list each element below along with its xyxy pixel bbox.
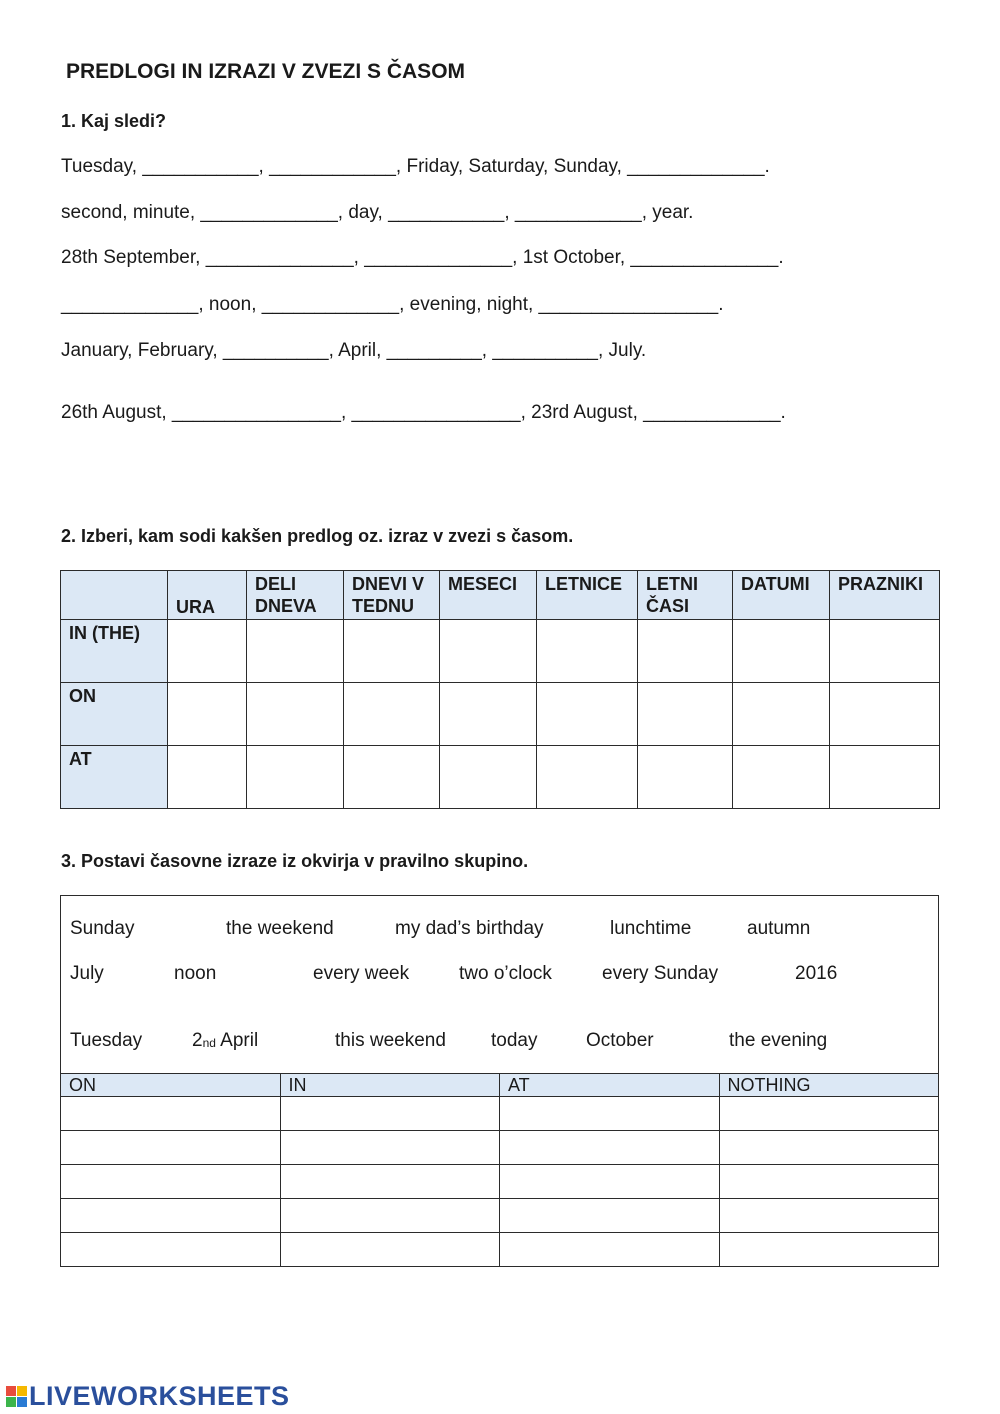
logo-text: LIVEWORKSHEETS [29,1380,290,1411]
sequence-line-5: January, February, __________, April, _________, __________, July. [61,340,647,361]
word-item[interactable]: noon [174,963,217,984]
answer-cell[interactable] [537,683,638,746]
answer-cell[interactable] [344,620,440,683]
word-item[interactable]: July [70,963,104,984]
answer-cell[interactable] [638,620,733,683]
word-item[interactable]: October [586,1030,654,1051]
logo-squares-icon [6,1386,27,1407]
group-header: IN [280,1074,500,1097]
group-header: NOTHING [719,1074,939,1097]
answer-cell[interactable] [733,746,830,809]
answer-cell[interactable] [61,1131,281,1165]
group-header-row [61,1074,939,1097]
word-item[interactable]: 2016 [795,963,838,984]
word-item[interactable]: Tuesday [70,1030,143,1051]
word-item[interactable]: two o’clock [459,963,552,984]
answer-cell[interactable] [280,1131,500,1165]
answer-cell[interactable] [61,1097,281,1131]
answer-cell[interactable] [500,1233,720,1267]
column-header: DATUMI [733,571,830,620]
section2-heading: 2. Izberi, kam sodi kakšen predlog oz. izraz v zvezi s časom. [61,526,574,546]
answer-cell[interactable] [733,620,830,683]
answer-cell[interactable] [61,1233,281,1267]
word-item[interactable]: $2_{nd}$ April [192,1030,259,1051]
liveworksheets-logo[interactable] [6,1378,290,1414]
column-header: DELI DNEVA [247,571,344,620]
answer-cell[interactable] [500,1097,720,1131]
answer-cell[interactable] [280,1165,500,1199]
page-title: PREDLOGI IN IZRAZI V ZVEZI S ČASOM [66,60,466,83]
table-row [61,1165,939,1199]
corner-cell [61,571,168,620]
table-row [61,1097,939,1131]
table-row [61,683,940,746]
answer-cell[interactable] [537,620,638,683]
column-header: LETNICE [537,571,638,620]
logo-square [17,1397,27,1407]
table-row [61,1199,939,1233]
table-row [61,1233,939,1267]
answer-cell[interactable] [344,746,440,809]
answer-cell[interactable] [830,620,940,683]
answer-cell[interactable] [61,1165,281,1199]
word-item[interactable]: my dad’s birthday [395,918,544,939]
answer-cell[interactable] [440,620,537,683]
word-item[interactable]: autumn [747,918,811,939]
column-header: LETNI ČASI [638,571,733,620]
answer-cell[interactable] [719,1165,939,1199]
answer-cell[interactable] [500,1165,720,1199]
answer-cell[interactable] [280,1199,500,1233]
answer-cell[interactable] [719,1233,939,1267]
column-header: URA [168,571,247,620]
logo-square [6,1386,16,1396]
answer-cell[interactable] [537,746,638,809]
column-header: PRAZNIKI [830,571,940,620]
answer-cell[interactable] [168,683,247,746]
answer-cell[interactable] [247,620,344,683]
sequence-line-2: second, minute, _____________, day, ___________, ____________, year. [61,202,694,223]
table-row [61,620,940,683]
answer-cell[interactable] [280,1233,500,1267]
section3-heading: 3. Postavi časovne izraze iz okvirja v pravilno skupino. [61,851,529,871]
sequence-line-4: _____________, noon, _____________, evening, night, _________________. [61,294,724,315]
row-label: IN (THE) [61,620,168,683]
answer-cell[interactable] [638,746,733,809]
answer-cell[interactable] [247,746,344,809]
preposition-table [60,570,940,809]
answer-cell[interactable] [344,683,440,746]
answer-cell[interactable] [440,746,537,809]
answer-cell[interactable] [500,1199,720,1233]
logo-square [6,1397,16,1407]
answer-cell[interactable] [168,746,247,809]
row-label: AT [61,746,168,809]
answer-cell[interactable] [719,1199,939,1233]
word-item[interactable]: this weekend [335,1030,446,1051]
answer-cell[interactable] [500,1131,720,1165]
sequence-line-1: Tuesday, ___________, ____________, Friday, Saturday, Sunday, _____________. [61,156,770,177]
answer-cell[interactable] [280,1097,500,1131]
answer-cell[interactable] [440,683,537,746]
answer-cell[interactable] [830,746,940,809]
word-item[interactable]: Sunday [70,918,135,939]
column-header: MESECI [440,571,537,620]
row-label: ON [61,683,168,746]
word-item[interactable]: every week [313,963,410,984]
answer-cell[interactable] [719,1097,939,1131]
answer-cell[interactable] [733,683,830,746]
word-item[interactable]: the weekend [226,918,334,939]
answer-cell[interactable] [719,1131,939,1165]
logo-square [17,1386,27,1396]
table-row [61,1131,939,1165]
table-row [61,746,940,809]
sequence-line-6: 26th August, ________________, ________________, 23rd August, _____________. [61,402,786,423]
answer-cell[interactable] [638,683,733,746]
answer-cell[interactable] [61,1199,281,1233]
grouping-table [60,1073,939,1267]
word-item[interactable]: lunchtime [610,918,692,939]
word-item[interactable]: the evening [729,1030,828,1051]
sequence-line-3: 28th September, ______________, ______________, 1st October, ______________. [61,247,784,268]
answer-cell[interactable] [168,620,247,683]
answer-cell[interactable] [247,683,344,746]
group-header: AT [500,1074,720,1097]
section1-heading: 1. Kaj sledi? [61,111,167,131]
word-item[interactable]: today [491,1030,538,1051]
word-bank-box [60,895,939,1074]
answer-cell[interactable] [830,683,940,746]
word-item[interactable]: every Sunday [602,963,719,984]
group-header: ON [61,1074,281,1097]
column-header: DNEVI V TEDNU [344,571,440,620]
table-header-row [61,571,940,620]
